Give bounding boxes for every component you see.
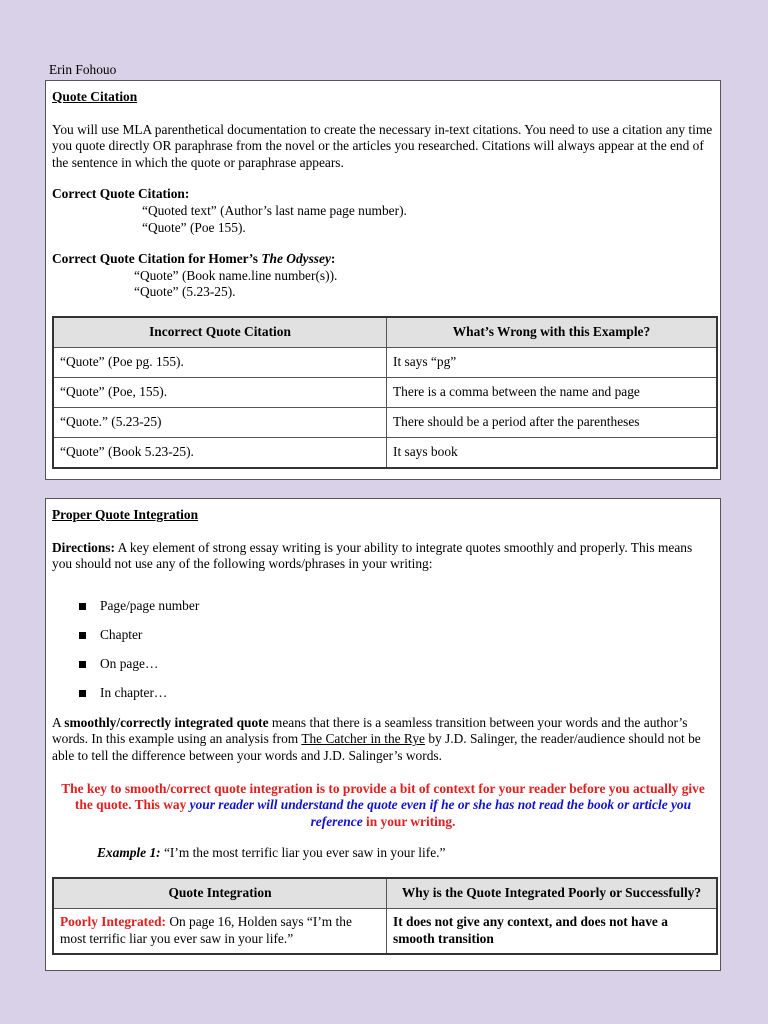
table-cell: It says book bbox=[387, 437, 718, 468]
list-item: In chapter… bbox=[52, 685, 714, 714]
correct-citation-format: “Quoted text” (Author’s last name page number). bbox=[142, 202, 407, 218]
incorrect-citation-table bbox=[52, 316, 718, 469]
table-cell: There should be a period after the parentheses bbox=[387, 407, 718, 437]
correct-citation-label: Correct Quote Citation: bbox=[52, 186, 190, 202]
bullet-icon bbox=[79, 632, 86, 639]
table-cell: There is a comma between the name and page bbox=[387, 377, 718, 407]
homer-citation-format: “Quote” (Book name.line number(s)). bbox=[134, 267, 338, 283]
table-row bbox=[53, 407, 717, 437]
table-header: Quote Integration bbox=[53, 878, 387, 909]
table-row bbox=[53, 908, 717, 954]
table-cell: Poorly Integrated: On page 16, Holden says “I’m the most terrific liar you ever saw in your life.” bbox=[53, 908, 387, 954]
table-header: What’s Wrong with this Example? bbox=[387, 317, 718, 348]
table-cell: It says “pg” bbox=[387, 347, 718, 377]
table-row bbox=[53, 377, 717, 407]
list-item: Chapter bbox=[52, 627, 714, 656]
smooth-integration-paragraph: A smoothly/correctly integrated quote means that there is a seamless transition between your words and the author’s words. In this example using an analysis from The Catcher in the Rye by J.D. Salinger, the reader/audience should not be able to tell the difference between your words and J.D. Salinger’s words. bbox=[52, 714, 701, 763]
table-row bbox=[53, 347, 717, 377]
table-cell: “Quote” (Poe, 155). bbox=[53, 377, 387, 407]
table-header: Incorrect Quote Citation bbox=[53, 317, 387, 348]
author-name: Erin Fohouo bbox=[49, 62, 117, 77]
table-row bbox=[53, 437, 717, 468]
bullet-icon bbox=[79, 603, 86, 610]
section-heading: Proper Quote Integration bbox=[52, 507, 199, 522]
example-line: Example 1: “I’m the most terrific liar you ever saw in your life.” bbox=[97, 845, 446, 861]
table-cell: “Quote” (Poe pg. 155). bbox=[53, 347, 387, 377]
quote-integration-table bbox=[52, 877, 718, 955]
table-cell: “Quote” (Book 5.23-25). bbox=[53, 437, 387, 468]
table-header: Why is the Quote Integrated Poorly or Successfully? bbox=[387, 878, 718, 909]
quote-integration-section bbox=[45, 498, 721, 971]
forbidden-phrases-list bbox=[52, 598, 714, 714]
section-heading: Quote Citation bbox=[52, 89, 138, 104]
quote-citation-section bbox=[45, 80, 721, 480]
directions-paragraph: Directions: A key element of strong essay writing is your ability to integrate quotes smoothly and properly. This means you should not use any of the following words/phrases in your writing: bbox=[52, 539, 693, 572]
bullet-icon bbox=[79, 690, 86, 697]
correct-citation-example: “Quote” (Poe 155). bbox=[142, 219, 246, 235]
list-item: On page… bbox=[52, 656, 714, 685]
list-item: Page/page number bbox=[52, 598, 714, 627]
table-cell: “Quote.” (5.23-25) bbox=[53, 407, 387, 437]
bullet-icon bbox=[79, 661, 86, 668]
intro-paragraph: You will use MLA parenthetical documentation to create the necessary in-text citations. You need to use a citation any time you quote directly OR paraphrase from the novel or the articles you researched. Citations will always appear at the end of the sentence in which the quote or paraphrase appears. bbox=[52, 121, 713, 170]
homer-citation-example: “Quote” (5.23-25). bbox=[134, 284, 236, 300]
homer-citation-label: Correct Quote Citation for Homer’s The Odyssey: bbox=[52, 251, 336, 267]
key-paragraph: The key to smooth/correct quote integration is to provide a bit of context for your reader before you actually give the quote. This way your reader will understand the quote even if he or she has not read the book or article you reference in your writing. bbox=[61, 780, 705, 829]
table-cell: It does not give any context, and does not have a smooth transition bbox=[387, 908, 718, 954]
